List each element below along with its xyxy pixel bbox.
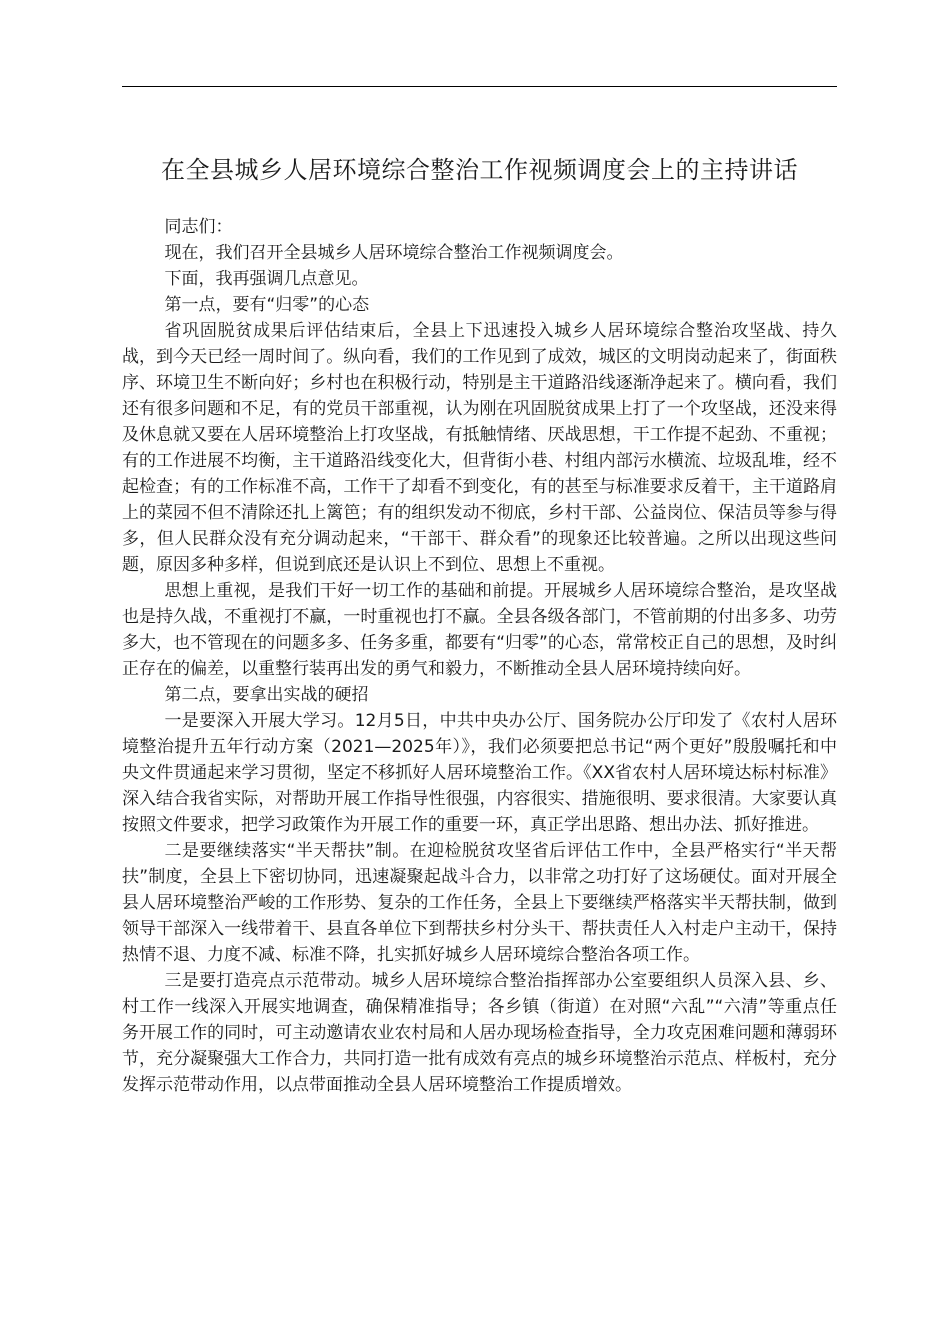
paragraph-body: 省巩固脱贫成果后评估结束后，全县上下迅速投入城乡人居环境综合整治攻坚战、持久战，到今天已经一周时间了。纵向看，我们的工作见到了成效，城区的文明岗动起来了，街面秩序、环境卫生不断向好；乡村也在积极行动，特别是主干道路沿线逐渐净起来了。横向看，我们还有很多问题和不足，有的党员干部重视，认为刚在巩固脱贫成果上打了一个攻坚战，还没来得及休息就又要在人居环境整治上打攻坚战，有抵触情绪、厌战思想，干工作提不起劲、不重视；有的工作进展不均衡，主干道路沿线变化大，但背街小巷、村组内部污水横流、垃圾乱堆，经不起检查；有的工作标准不高，工作干了却看不到变化，有的甚至与标准要求反着干，主干道路肩上的菜园不但不清除还扎上篱笆；有的组织发动不彻底，乡村干部、公益岗位、保洁员等参与得多，但人民群众没有充分调动起来，“干部干、群众看”的现象还比较普遍。之所以出现这些问题，原因多种多样，但说到底还是认识上不到位、思想上不重视。 xyxy=(122,321,837,575)
paragraph-body: 三是要打造亮点示范带动。城乡人居环境综合整治指挥部办公室要组织人员深入县、乡、村工作一线深入开展实地调查，确保精准指导；各乡镇（街道）在对照“六乱”“六清”等重点任务开展工作的同时，可主动邀请农业农村局和人居办现场检查指导，全力攻克困难问题和薄弱环节，充分凝聚强大工作合力，共同打造一批有成效有亮点的城乡环境整治示范点、样板村，充分发挥示范带动作用，以点带面推动全县人居环境整治工作提质增效。 xyxy=(122,971,837,1095)
document-title: 在全县城乡人居环境综合整治工作视频调度会上的主持讲话 xyxy=(161,156,798,184)
section-heading-1: 第一点，要有“归零”的心态 xyxy=(164,295,370,315)
salutation: 同志们： xyxy=(164,217,233,237)
paragraph-body: 一是要深入开展大学习。12月5日，中共中央办公厅、国务院办公厅印发了《农村人居环境整治提升五年行动方案（2021—2025年）》，我们必须要把总书记“两个更好”殷殷嘱托和中央文件贯通起来学习贯彻，坚定不移抓好人居环境整治工作。《XX省农村人居环境达标村标准》深入结合我省实际，对帮助开展工作指导性很强，内容很实、措施很明、要求很清。大家要认真按照文件要求，把学习政策作为开展工作的重要一环，真正学出思路、想出办法、抓好推进。 xyxy=(122,711,837,835)
paragraph-body: 思想上重视，是我们干好一切工作的基础和前提。开展城乡人居环境综合整治，是攻坚战也是持久战，不重视打不赢，一时重视也打不赢。全县各级各部门，不管前期的付出多多、功劳多大，也不管现在的问题多多、任务多重，都要有“归零”的心态，常常校正自己的思想，及时纠正存在的偏差，以重整行装再出发的勇气和毅力，不断推动全县人居环境持续向好。 xyxy=(122,581,837,679)
paragraph-body: 二是要继续落实“半天帮扶”制。在迎检脱贫攻坚省后评估工作中，全县严格实行“半天帮扶”制度，全县上下密切协同，迅速凝聚起战斗合力，以非常之功打好了这场硬仗。面对开展全县人居环境整治严峻的工作形势、复杂的工作任务，全县上下要继续严格落实半天帮扶制，做到领导干部深入一线带着干、县直各单位下到帮扶乡村分头干、帮扶责任人入村走户主动干，保持热情不退、力度不减、标准不降，扎实抓好城乡人居环境综合整治各项工作。 xyxy=(122,841,837,965)
section-heading-2: 第二点，要拿出实战的硬招 xyxy=(164,685,369,705)
header-rule xyxy=(122,86,837,87)
document-body xyxy=(122,214,837,1098)
paragraph-opening: 现在，我们召开全县城乡人居环境综合整治工作视频调度会。 xyxy=(164,243,624,263)
paragraph-intro: 下面，我再强调几点意见。 xyxy=(164,269,369,289)
